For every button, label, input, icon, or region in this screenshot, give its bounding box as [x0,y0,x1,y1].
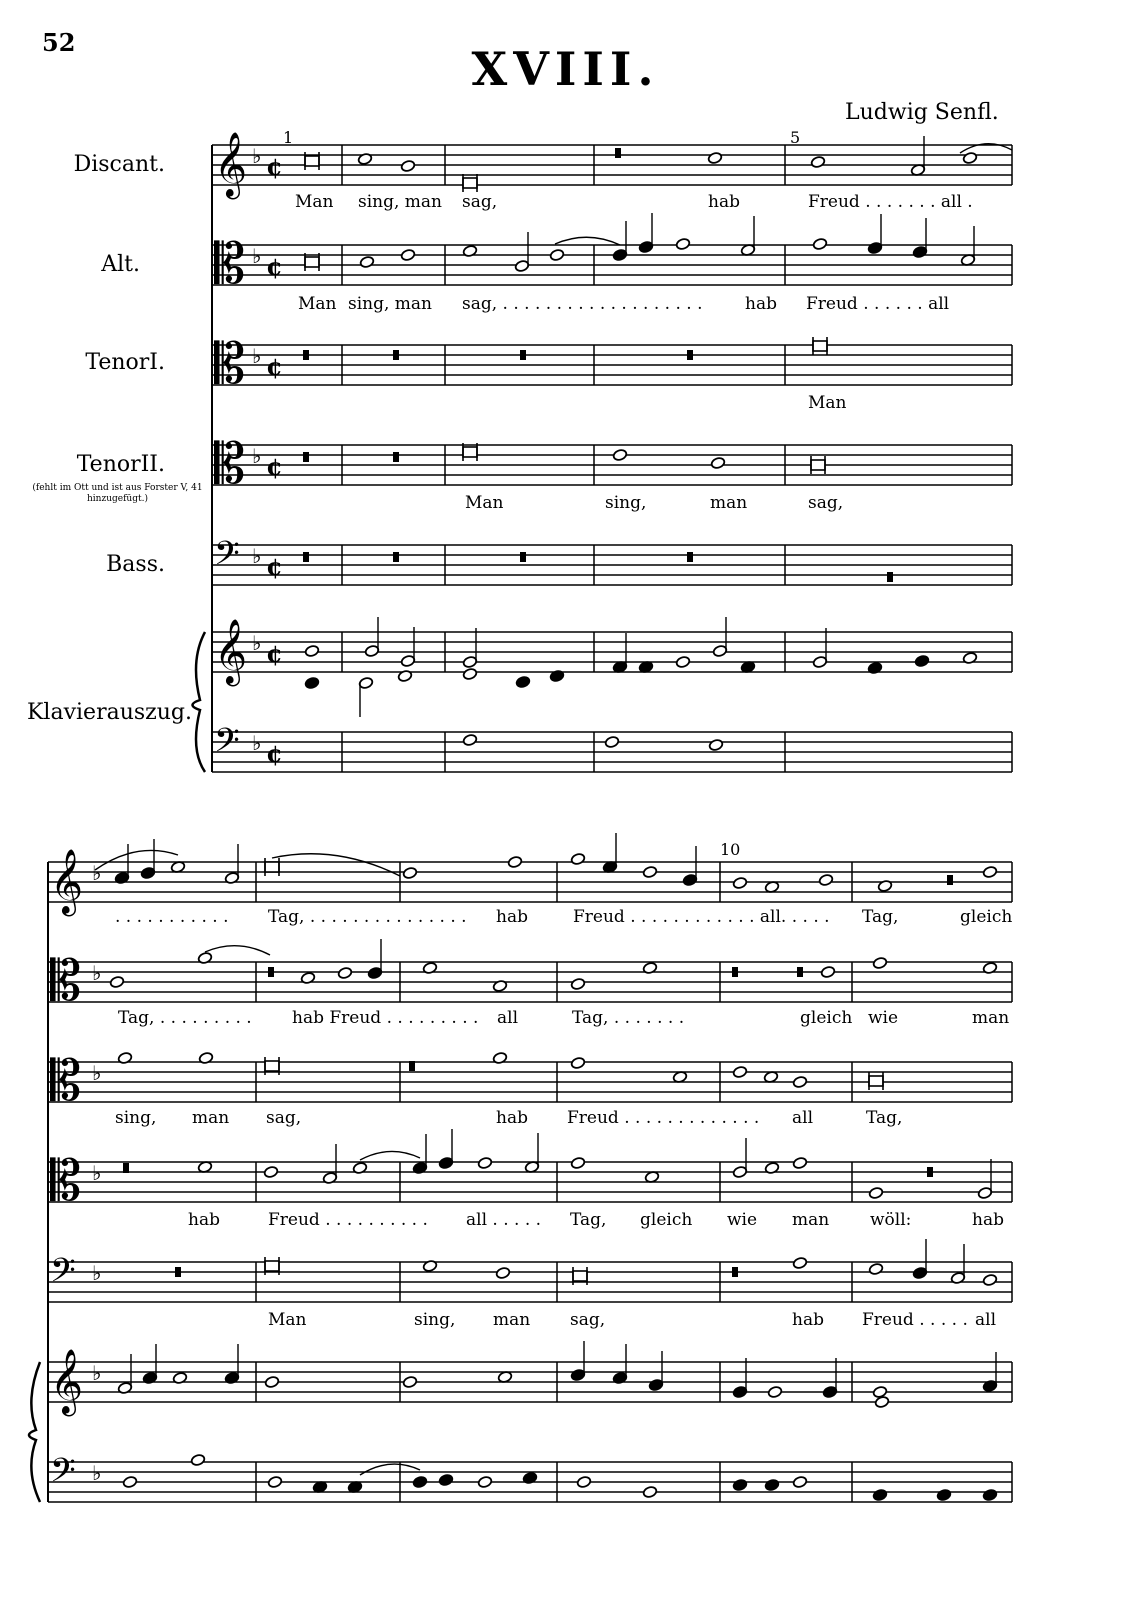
lyric: sag, [462,192,498,212]
lyric: sing, [414,1310,456,1330]
slur [95,850,178,870]
lyric: hab [496,907,528,927]
lyric: hab [188,1210,220,1230]
label-discant: Discant. [73,152,165,177]
breve-note [265,1061,279,1071]
slur [360,1151,420,1160]
lyric: hab Freud . . . . . . . . . [292,1008,479,1028]
label-piano: Klavierauszug. [27,700,192,725]
flat-icon: ♭ [92,961,102,985]
flat-icon: ♭ [252,344,262,368]
note-head [642,865,657,878]
note-head [612,448,627,461]
note-head [792,1256,807,1269]
alto-clef-icon: 𝄡 [50,949,82,1014]
lyric: gleich [800,1008,853,1028]
note-head [462,667,477,680]
rest [732,967,738,977]
note-head [515,675,530,688]
rest [615,148,621,158]
flat-icon: ♭ [92,1461,102,1485]
lyric: sag, [266,1108,302,1128]
composer-name: Ludwig Senfl. [845,100,999,125]
note-head [764,1478,779,1491]
note-head [982,865,997,878]
note-head [304,676,319,689]
rest [687,552,693,562]
alto-clef-icon: 𝄡 [50,1049,82,1114]
alto-clef-icon: 𝄡 [214,332,246,397]
note-head [872,1488,887,1501]
breve-note [265,1261,279,1271]
slur [205,946,270,955]
note-head [732,1065,747,1078]
note-head [570,852,585,865]
lyric: sag, [570,1310,606,1330]
cut-time-icon: ¢ [266,552,283,581]
breve-note [811,460,825,470]
note-head [792,1075,807,1088]
lyric: man [972,1008,1010,1028]
flat-icon: ♭ [92,861,102,885]
rest [393,350,399,360]
piano-brace [193,632,206,772]
flat-icon: ♭ [252,544,262,568]
note-head [642,1485,657,1498]
lyric: Man [295,192,334,212]
slur [360,1464,420,1475]
lyric: . . . . . . . . . . . [115,907,229,927]
lyric: Freud . . . . . . . . . . . . . [567,1108,760,1128]
rest [303,452,309,462]
note-head [549,248,564,261]
rest [887,572,893,582]
cut-time-icon: ¢ [266,152,283,181]
flat-icon: ♭ [252,631,262,655]
lyric: Freud . . . . . . . all . [808,192,973,212]
flat-icon: ♭ [252,244,262,268]
bass-clef-icon: 𝄢 [214,722,240,768]
note-head [304,644,319,657]
label-tenor1: TenorI. [85,350,165,375]
slur [555,237,620,245]
lyric: Tag, . . . . . . . [572,1008,685,1028]
note-head [400,159,415,172]
rest [409,1061,415,1071]
breve-note [463,178,477,188]
note-head [675,655,690,668]
note-head [122,1475,137,1488]
lyric: Freud . . . . . . all [806,294,950,314]
note-head [936,1488,951,1501]
lyric: all . . . . . [466,1210,542,1230]
note-head [570,1056,585,1069]
lyric: man [493,1310,531,1330]
note-head [914,654,929,667]
flat-icon: ♭ [92,1161,102,1185]
note-head [767,1385,782,1398]
note-head [462,733,477,746]
rest [393,552,399,562]
lyric: Tag, [570,1210,607,1230]
label-bass: Bass. [106,552,165,577]
rest [175,1267,181,1277]
lyric: Man [298,294,337,314]
cut-time-icon: ¢ [266,452,283,481]
note-head [962,151,977,164]
bass-clef-icon: 𝄢 [50,1252,76,1298]
lyric: sing, [605,493,647,513]
lyric: Tag, [866,1108,903,1128]
breve-note [463,447,477,457]
measure-number-1: 1 [283,128,294,147]
page-number: 52 [42,28,76,57]
lyric: sag, [808,493,844,513]
cut-time-icon: ¢ [266,639,283,668]
rest [732,1267,738,1277]
label-tenor2: TenorII. [76,452,165,477]
note-head [402,1375,417,1388]
note-head [792,1475,807,1488]
note-head [507,855,522,868]
rest [393,452,399,462]
lyric: sing, man [358,192,443,212]
rest [927,1167,933,1177]
breve-note [573,1271,587,1281]
note-head [477,1156,492,1169]
note-head [982,1273,997,1286]
label-alt: Alt. [101,252,140,277]
breve-note [869,1076,883,1086]
rest [268,967,274,977]
lyric: man [792,1210,830,1230]
breve-note [265,862,279,872]
lyric: gleich [960,907,1013,927]
rest [303,552,309,562]
note-head [337,966,352,979]
note-head [576,1475,591,1488]
lyric: Tag, [862,907,899,927]
cut-time-icon: ¢ [266,352,283,381]
alto-clef-icon: 𝄡 [214,432,246,497]
lyric: wie [868,1008,899,1028]
lyric: man [192,1108,230,1128]
lyric: Tag, . . . . . . . . . [118,1008,252,1028]
note-head [495,1266,510,1279]
note-head [818,873,833,886]
measure-number-10: 10 [720,840,741,859]
treble-clef-icon: 𝄞 [214,619,248,684]
note-head [982,1488,997,1501]
breve-note [305,257,319,267]
cut-time-icon: ¢ [266,739,283,768]
flat-icon: ♭ [252,144,262,168]
flat-icon: ♭ [92,1361,102,1385]
breve-note [813,341,827,351]
rest [520,552,526,562]
note-head [412,1475,427,1488]
note-head [570,1156,585,1169]
note-head [359,255,374,268]
lyric: Freud . . . . . [862,1310,968,1330]
lyric: all [497,1008,519,1028]
note-head [477,1475,492,1488]
treble-clef-icon: 𝄞 [214,132,248,197]
bass-clef-icon: 𝄢 [50,1452,76,1498]
lyric: sing, [115,1108,157,1128]
note-head [708,738,723,751]
note-head [400,248,415,261]
lyric: hab [972,1210,1004,1230]
lyric: sing, man [348,294,433,314]
rest [797,967,803,977]
note-head [732,1478,747,1491]
breve-note [305,156,319,166]
rest [303,350,309,360]
lyric: Freud . . . . . . . . . . . . all. . . . . [573,907,830,927]
rest [520,350,526,360]
piece-title: XVIII. [471,42,660,96]
note-head [402,866,417,879]
flat-icon: ♭ [252,444,262,468]
lyric: all [792,1108,814,1128]
alto-clef-icon: 𝄡 [50,1149,82,1214]
note-head [570,977,585,990]
flat-icon: ♭ [252,731,262,755]
note-head [820,965,835,978]
lyric: gleich [640,1210,693,1230]
note-head [438,1473,453,1486]
lyric: hab [496,1108,528,1128]
lyric: hab [708,192,740,212]
lyric: wöll: [870,1210,912,1230]
note-head [868,1186,883,1199]
alto-clef-icon: 𝄡 [214,232,246,297]
note-head [732,876,747,889]
note-head [190,1453,205,1466]
note-head [675,237,690,250]
bass-clef-icon: 𝄢 [214,535,240,581]
note-head [710,456,725,469]
lyric: hab [792,1310,824,1330]
rest [687,350,693,360]
note-head [604,735,619,748]
note-head [810,155,825,168]
lyric: sag, . . . . . . . . . . . . . . . . . . . [462,294,703,314]
rest [123,1163,129,1173]
lyric: Man [808,393,847,413]
note-head [872,956,887,969]
lyric: Man [268,1310,307,1330]
lyric: hab [745,294,777,314]
lyric: man [710,493,748,513]
lyric: wie [727,1210,758,1230]
treble-clef-icon: 𝄞 [50,849,84,914]
cut-time-icon: ¢ [266,252,283,281]
piano-brace [29,1362,40,1502]
measure-number-5: 5 [790,128,801,147]
note-head [707,151,722,164]
note-head [263,1165,278,1178]
tenor2-source-note: (fehlt im Ott und ist aus Forster V, 41 hinzugefügt.) [32,483,203,504]
note-head [812,237,827,250]
note-head [267,1475,282,1488]
lyric: Tag, . . . . . . . . . . . . . . . [268,907,467,927]
note-head [264,1375,279,1388]
flat-icon: ♭ [92,1061,102,1085]
note-head [868,1262,883,1275]
lyric: Freud . . . . . . . . . . [268,1210,428,1230]
note-head [792,1156,807,1169]
rest [947,875,953,885]
note-head [109,975,124,988]
flat-icon: ♭ [92,1261,102,1285]
treble-clef-icon: 𝄞 [50,1349,84,1414]
lyric: Man [465,493,504,513]
lyric: all [975,1310,997,1330]
